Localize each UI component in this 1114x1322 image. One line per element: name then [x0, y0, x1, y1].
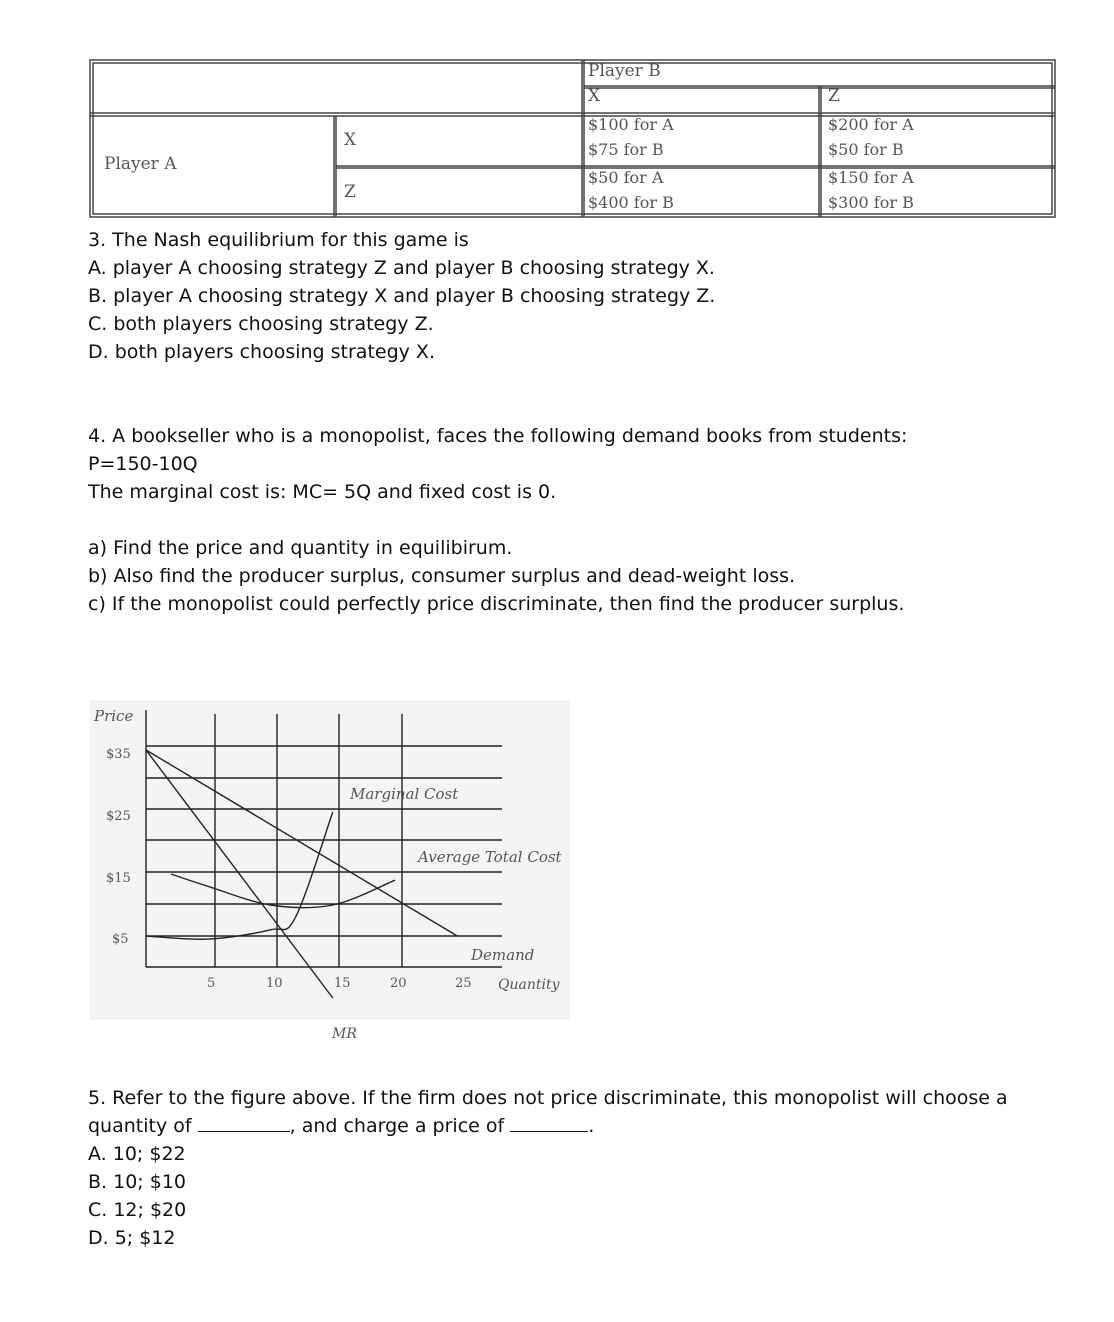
- y-axis-title: Price: [94, 707, 134, 725]
- cell-zz-a: $150 for A: [828, 168, 914, 187]
- q5-option-a: A. 10; $22: [88, 1143, 186, 1165]
- q4-demand-equation: P=150-10Q: [88, 453, 198, 475]
- q5-stem-line-1: 5. Refer to the figure above. If the firm does not price discriminate, this monopolist will choose a: [88, 1087, 1008, 1109]
- y-tick-label: $35: [106, 747, 131, 762]
- q4-part-c: c) If the monopolist could perfectly price discriminate, then find the producer surplus.: [88, 593, 905, 615]
- x-tick-label: 25: [455, 976, 472, 991]
- q4-cost-line: The marginal cost is: MC= 5Q and fixed cost is 0.: [88, 481, 557, 503]
- monopoly-chart: [80, 700, 580, 1042]
- q3-option-c: C. both players choosing strategy Z.: [88, 313, 434, 335]
- cell-xz-b: $50 for B: [828, 140, 904, 159]
- player-b-label: Player B: [588, 61, 661, 81]
- q3-option-b: B. player A choosing strategy X and player B choosing strategy Z.: [88, 285, 716, 307]
- q3-option-a: A. player A choosing strategy Z and player B choosing strategy X.: [88, 257, 715, 279]
- x-tick-label: 5: [207, 976, 216, 991]
- q3-stem: 3. The Nash equilibrium for this game is: [88, 229, 469, 251]
- x-tick-label: 20: [390, 976, 407, 991]
- average-total-cost-label: Average Total Cost: [418, 848, 562, 866]
- price-blank: [510, 1115, 588, 1132]
- y-tick-label: $25: [106, 809, 131, 824]
- q5-option-d: D. 5; $12: [88, 1227, 176, 1249]
- x-tick-label: 15: [334, 976, 351, 991]
- quantity-blank: [198, 1115, 290, 1132]
- q4-line-1: 4. A bookseller who is a monopolist, faces the following demand books from students:: [88, 425, 908, 447]
- col-z-header: Z: [828, 86, 840, 106]
- y-tick-label: $15: [106, 871, 131, 886]
- cell-zx-a: $50 for A: [588, 168, 664, 187]
- row-x-header: X: [344, 130, 357, 150]
- question-4-parts: [88, 534, 904, 618]
- cell-xx-a: $100 for A: [588, 115, 674, 134]
- cell-xx-b: $75 for B: [588, 140, 664, 159]
- chart-svg: [80, 700, 580, 1042]
- q4-part-b: b) Also find the producer surplus, consumer surplus and dead-weight loss.: [88, 565, 796, 587]
- y-tick-label: $5: [112, 932, 129, 947]
- row-z-header: Z: [344, 182, 356, 202]
- question-5: [88, 1084, 1008, 1252]
- cell-zx-b: $400 for B: [588, 193, 674, 212]
- marginal-cost-label: Marginal Cost: [350, 785, 459, 803]
- q5-stem-line-2: [88, 1112, 1008, 1140]
- col-x-header: X: [588, 86, 601, 106]
- q3-option-d: D. both players choosing strategy X.: [88, 341, 435, 363]
- demand-label: Demand: [471, 946, 535, 964]
- q5-option-c: C. 12; $20: [88, 1199, 187, 1221]
- payoff-table: [0, 0, 1114, 222]
- mr-label: MR: [332, 1026, 357, 1042]
- player-a-label: Player A: [104, 154, 177, 174]
- q5-stem-part-c: .: [588, 1115, 595, 1137]
- q5-stem-part-a: quantity of: [88, 1115, 198, 1137]
- q5-option-b: B. 10; $10: [88, 1171, 186, 1193]
- payoff-table-grid: [0, 0, 1114, 222]
- q5-stem-part-b: , and charge a price of: [289, 1115, 511, 1137]
- q4-part-a: a) Find the price and quantity in equilibirum.: [88, 537, 513, 559]
- x-axis-title: Quantity: [498, 977, 560, 993]
- cell-zz-b: $300 for B: [828, 193, 914, 212]
- question-3: [88, 226, 715, 366]
- question-4: [88, 422, 907, 506]
- x-tick-label: 10: [266, 976, 283, 991]
- cell-xz-a: $200 for A: [828, 115, 914, 134]
